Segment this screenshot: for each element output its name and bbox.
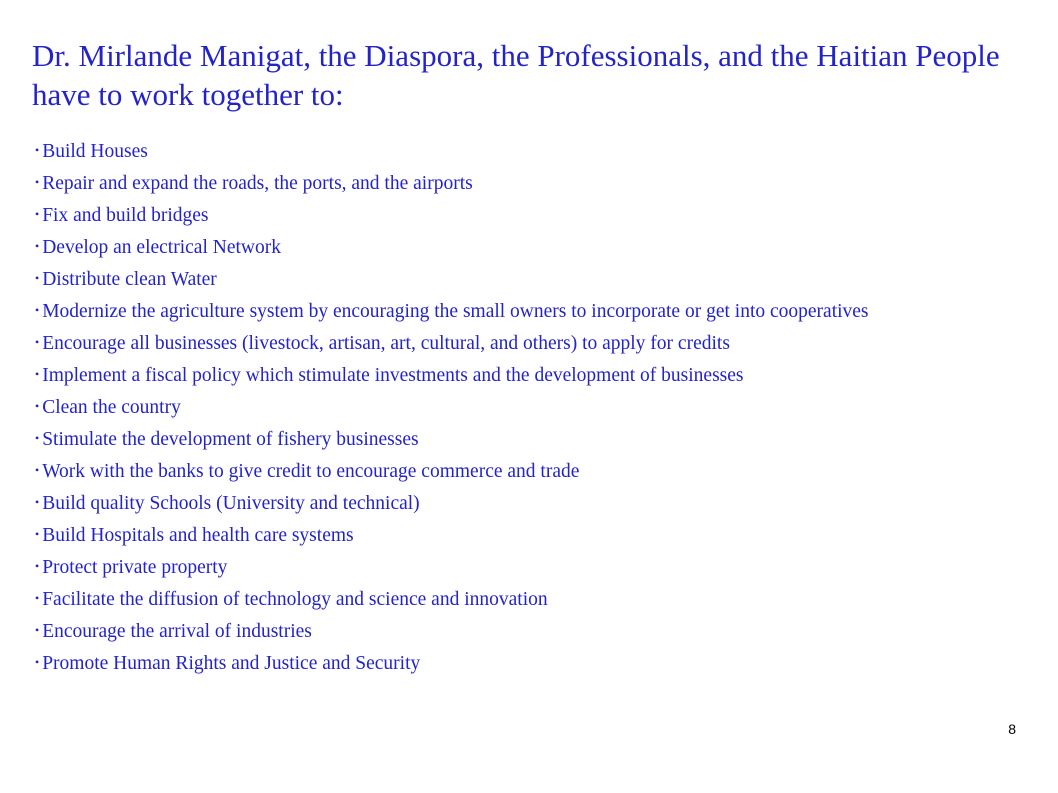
bullet-icon: • xyxy=(35,399,40,413)
list-item-text: Promote Human Rights and Justice and Security xyxy=(42,653,421,674)
list-item-text: Develop an electrical Network xyxy=(42,237,281,258)
list-item-text: Encourage all businesses (livestock, artisan, art, cultural, and others) to apply for credits xyxy=(42,333,730,354)
list-item-text: Work with the banks to give credit to encourage commerce and trade xyxy=(42,461,580,482)
bullet-icon: • xyxy=(35,495,40,509)
list-item xyxy=(35,519,1025,551)
list-item xyxy=(35,199,1025,231)
list-item xyxy=(35,167,1025,199)
list-item-text: Modernize the agriculture system by encouraging the small owners to incorporate or get into cooperatives xyxy=(42,301,869,322)
list-item-text: Protect private property xyxy=(42,557,228,578)
list-item xyxy=(35,583,1025,615)
list-item-text: Fix and build bridges xyxy=(42,205,209,226)
bullet-icon: • xyxy=(35,623,40,637)
list-item xyxy=(35,295,1025,327)
list-item xyxy=(35,615,1025,647)
list-item xyxy=(35,551,1025,583)
list-item-text: Build quality Schools (University and technical) xyxy=(42,493,420,514)
list-item-text: Implement a fiscal policy which stimulate investments and the development of businesses xyxy=(42,365,744,386)
list-item xyxy=(35,647,1025,679)
bullet-icon: • xyxy=(35,367,40,381)
list-item-text: Stimulate the development of fishery businesses xyxy=(42,429,419,450)
bullet-icon: • xyxy=(35,591,40,605)
bullet-list xyxy=(35,135,1025,679)
list-item xyxy=(35,231,1025,263)
bullet-icon: • xyxy=(35,239,40,253)
bullet-icon: • xyxy=(35,207,40,221)
page-number: 8 xyxy=(1008,721,1016,737)
bullet-icon: • xyxy=(35,655,40,669)
bullet-icon: • xyxy=(35,175,40,189)
list-item xyxy=(35,455,1025,487)
bullet-icon: • xyxy=(35,559,40,573)
bullet-icon: • xyxy=(35,303,40,317)
list-item xyxy=(35,327,1025,359)
list-item xyxy=(35,391,1025,423)
list-item-text: Encourage the arrival of industries xyxy=(42,621,312,642)
list-item-text: Distribute clean Water xyxy=(42,269,217,290)
bullet-icon: • xyxy=(35,463,40,477)
slide-title: Dr. Mirlande Manigat, the Diaspora, the Professionals, and the Haitian People have to work together to: xyxy=(32,38,1000,112)
bullet-icon: • xyxy=(35,431,40,445)
list-item xyxy=(35,263,1025,295)
list-item-text: Facilitate the diffusion of technology and science and innovation xyxy=(42,589,548,610)
bullet-icon: • xyxy=(35,527,40,541)
list-item-text: Repair and expand the roads, the ports, and the airports xyxy=(42,173,473,194)
list-item xyxy=(35,487,1025,519)
list-item xyxy=(35,423,1025,455)
list-item xyxy=(35,359,1025,391)
bullet-icon: • xyxy=(35,271,40,285)
list-item xyxy=(35,135,1025,167)
bullet-icon: • xyxy=(35,143,40,157)
list-item-text: Build Houses xyxy=(42,141,148,162)
list-item-text: Clean the country xyxy=(42,397,181,418)
list-item-text: Build Hospitals and health care systems xyxy=(42,525,354,546)
bullet-icon: • xyxy=(35,335,40,349)
